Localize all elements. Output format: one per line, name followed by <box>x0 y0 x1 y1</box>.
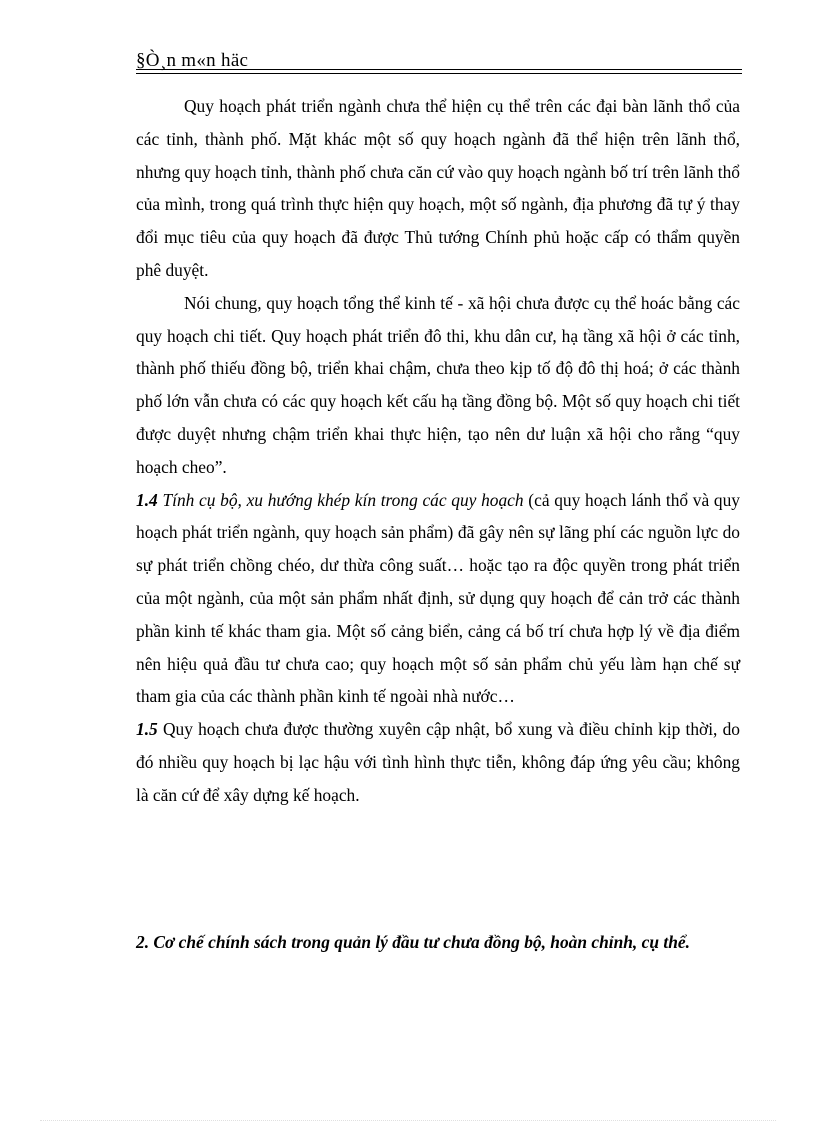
header-rule-bottom <box>136 73 742 74</box>
section-2-heading: 2. Cơ chế chính sách trong quản lý đầu tư chưa đồng bộ, hoàn chỉnh, cụ thể. <box>136 932 690 952</box>
paragraph-1-4 <box>136 484 740 714</box>
item-number-1-5: 1.5 <box>136 719 158 740</box>
paragraph-1: Quy hoạch phát triển ngành chưa thể hiện cụ thể trên các đại bàn lãnh thổ của các tỉnh, thành phố. Mặt khác một số quy hoạch ngành đã thể hiện trên lãnh thổ, nhưng quy hoạch tỉnh, thành phố chưa căn cứ vào quy hoạch ngành bố trí trên lãnh thổ của mình, trong quá trình thực hiện quy hoạch, một số ngành, địa phương đã tự ý thay đổi mục tiêu của quy hoạch đã được Thủ tướng Chính phủ hoặc cấp có thẩm quyền phê duyệt. <box>136 96 740 280</box>
page-header <box>136 50 742 72</box>
paragraph-2: Nói chung, quy hoạch tổng thể kinh tế - xã hội chưa được cụ thể hoác bằng các quy hoạch chi tiết. Quy hoạch phát triển đô thi, khu dân cư, hạ tầng xã hội ở các tỉnh, thành phố thiếu đồng bộ, triển khai chậm, chưa theo kịp tố độ đô thị hoá; ở các thành phố lớn vẫn chưa có các quy hoạch kết cấu hạ tầng đồng bộ. Một số quy hoạch chi tiết được duyệt nhưng chậm triển khai thực hiện, tạo nên dư luận xã hội cho rằng “quy hoạch cheo”. <box>136 292 740 477</box>
item-1-4-italic-title: Tính cụ bộ, xu hướng khép kín trong các quy hoạch <box>162 489 524 510</box>
item-number-1-4: 1.4 <box>136 489 158 510</box>
item-1-5-text: Quy hoạch chưa được thường xuyên cập nhật, bổ xung và điều chỉnh kịp thời, do đó nhiều quy hoạch bị lạc hậu với tình hình thực tiễn, không đáp ứng yêu cầu; không là căn cứ để xây dựng kế hoạch. <box>136 719 740 805</box>
paragraph-1-5 <box>136 713 740 811</box>
header-title: §Ò¸n m«n häc <box>136 50 249 71</box>
page-bottom-edge <box>40 1120 776 1121</box>
header-rule-top <box>136 69 742 70</box>
document-body <box>136 90 740 812</box>
item-1-4-text: (cả quy hoạch lánh thổ và quy hoạch phát triển ngành, quy hoạch sản phẩm) đã gây nên sự lãng phí các nguồn lực do sự phát triển chồng chéo, dư thừa công suất… hoặc tạo ra độc quyền trong phát triển của một ngành, của một sản phẩm nhất định, sử dụng quy hoạch để cản trở các thành phần kinh tế khác tham gia. Một số cảng biển, cảng cá bố trí chưa hợp lý về địa điểm nên hiệu quả đầu tư chưa cao; quy hoạch một số sản phẩm chủ yếu làm hạn chế sự tham gia của các thành phần kinh tế ngoài nhà nước… <box>136 489 740 707</box>
